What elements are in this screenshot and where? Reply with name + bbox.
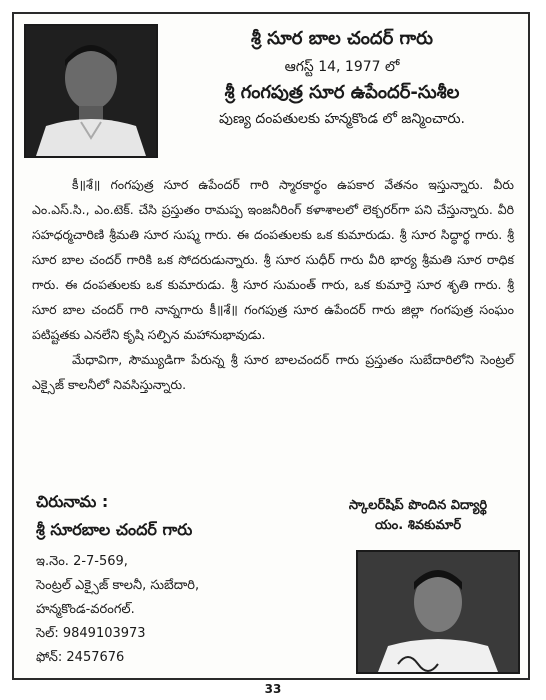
address-line-1: ఇ.నెం. 2-7-569, xyxy=(36,554,128,569)
scholarship-label: స్కాలర్‌షిప్ పొందిన విద్యార్థి xyxy=(348,498,488,513)
parents-name: శ్రీ గంగపుత్ర సూర ఉపేందర్-సుశీల xyxy=(224,82,460,103)
address-phone: ఫోన్: 2457676 xyxy=(36,650,125,665)
biography-paragraph-2: మేధావిగా, సౌమ్యుడిగా పేరున్న శ్రీ సూర బాలచందర్ గారు ప్రస్తుతం సుబేదారిలోని సెంట్రల్ ఎక్సైజ్ కాలనీలో నివసిస్తున్నారు. xyxy=(32,352,514,392)
page-number: 33 xyxy=(264,682,282,696)
birthplace: పుణ్య దంపతులకు హన్మకొండ లో జన్మించారు. xyxy=(218,111,465,127)
address-name: శ్రీ సూరబాల చందర్ గారు xyxy=(36,520,193,539)
portrait-photo xyxy=(24,24,158,158)
birth-date: ఆగస్ట్ 14, 1977 లో xyxy=(284,59,400,75)
student-photo xyxy=(356,550,520,674)
address-line-3: హన్మకొండ-వరంగల్. xyxy=(36,602,135,617)
biography-text xyxy=(32,172,514,397)
scholarship-student: యం. శివకుమార్ xyxy=(374,518,462,533)
header xyxy=(166,26,518,130)
address-cell: సెల్: 9849103973 xyxy=(36,626,146,641)
person-name: శ్రీ సూర బాల చందర్ గారు xyxy=(250,28,434,49)
address-block xyxy=(36,550,336,670)
address-title: చిరునామ : xyxy=(36,492,109,511)
biography-paragraph-1: కీ॥శే॥ గంగపుత్ర సూర ఉపేందర్ గారి స్మారకార్థం ఉపకార వేతనం ఇస్తున్నారు. వీరు ఎం.ఎస్.సి., ఎం.టెక్. చేసి ప్రస్తుతం రామప్ప ఇంజనీరింగ్ కళాశాలలో లెక్చరర్‌గా పని చేస్తున్నారు. వీరి సహధర్మచారిణి శ్రీమతి సూర సుష్మ గారు. ఈ దంపతులకు ఒక కుమారుడు. శ్రీ సూర సిద్ధార్థ గారు. శ్రీ సూర బాల చందర్ గారికి ఒక సోదరుడున్నారు. శ్రీ సూర సుధీర్ గారు వీరి భార్య శ్రీమతి సూర రాధిక గారు. ఈ దంపతులకు ఒక కుమారుడు. శ్రీ సూర సుమంత్ గారు, ఒక కుమార్తె సూర శృతి గారు. శ్రీ సూర బాల చందర్ గారి నాన్నగారు కీ॥శే॥ గంగపుత్ర సూర ఉపేందర్ గారు జిల్లా గంగపుత్ర సంఘం పటిష్టతకు ఎనలేని కృషి సల్పిన మహానుభావుడు. xyxy=(32,177,514,342)
address-line-2: సెంట్రల్ ఎక్సైజ్ కాలనీ, సుబేదారి, xyxy=(36,578,200,593)
scholarship-caption xyxy=(318,496,518,536)
